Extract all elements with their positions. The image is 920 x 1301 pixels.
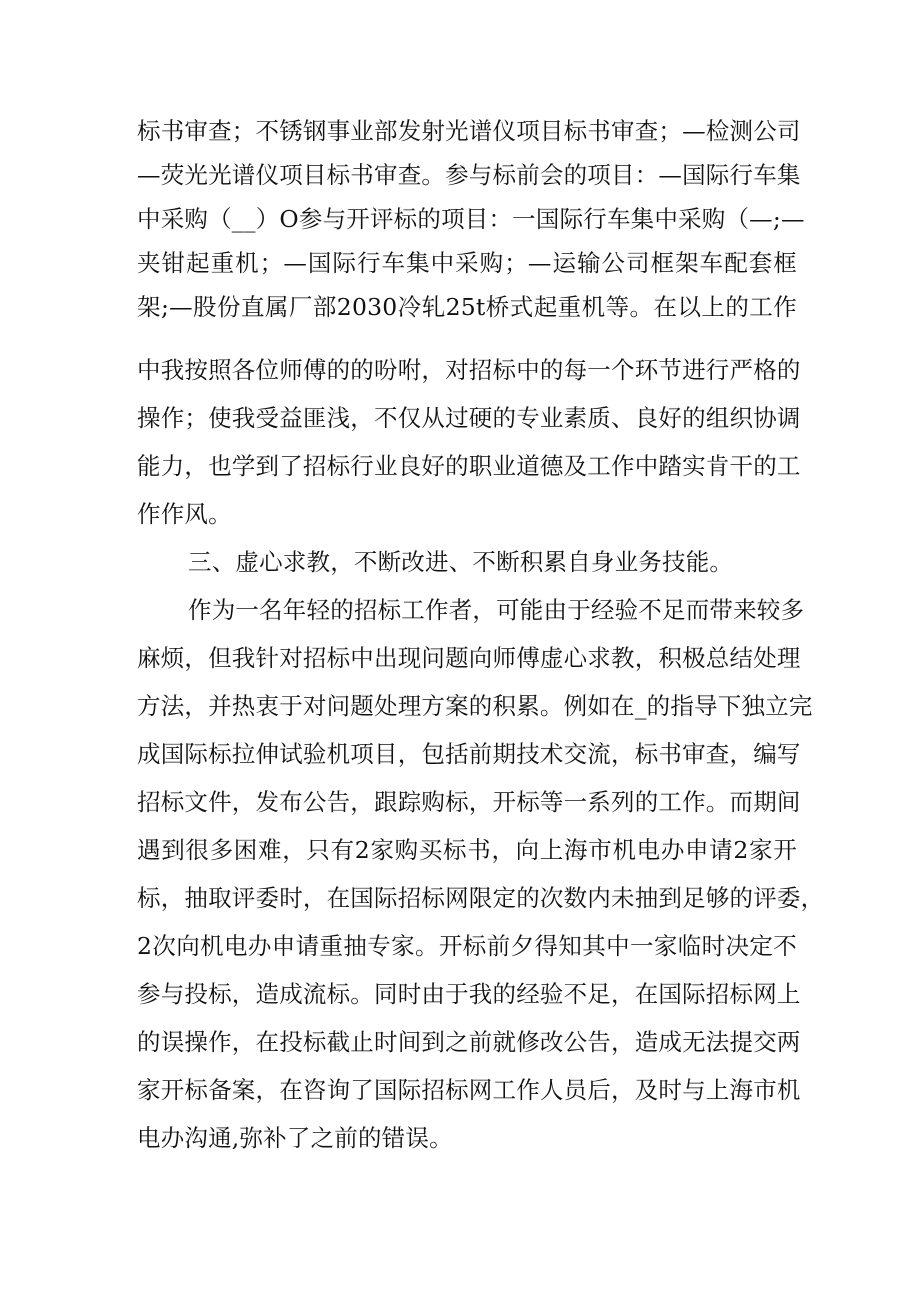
paragraph-line: 家开标备案，在咨询了国际招标网工作人员后，及时与上海市机	[137, 1076, 801, 1104]
paragraph-line: 电办沟通,弥补了之前的错误。	[137, 1124, 453, 1152]
paragraph-line: 作为一名年轻的招标工作者，可能由于经验不足而带来较多	[188, 596, 805, 624]
paragraph-line: —荧光光谱仪项目标书审查。参与标前会的项目：—国际行车集	[137, 161, 801, 189]
paragraph-line: 标书审查；不锈钢事业部发射光谱仪项目标书审查；—检测公司	[137, 117, 801, 145]
paragraph-line: 作作风。	[137, 500, 232, 528]
paragraph-line: 的误操作，在投标截止时间到之前就修改公告，造成无法提交两	[137, 1028, 801, 1056]
paragraph-line: 中我按照各位师傅的的吩咐，对招标中的每一个环节进行严格的	[137, 356, 801, 384]
paragraph-line: 2次向机电办申请重抽专家。开标前夕得知其中一家临时决定不	[137, 932, 797, 960]
paragraph-line: 架;—股份直属厂部2030冷轧25t桥式起重机等。在以上的工作	[137, 293, 797, 321]
paragraph-line: 招标文件，发布公告，跟踪购标，开标等一系列的工作。而期间	[137, 788, 801, 816]
section-heading: 三、虚心求教，不断改进、不断积累自身业务技能。	[188, 548, 734, 576]
paragraph-line: 麻烦，但我针对招标中出现问题向师傅虚心求教，积极总结处理	[137, 644, 801, 672]
paragraph-line: 标，抽取评委时，在国际招标网限定的次数内未抽到足够的评委，	[137, 884, 825, 912]
paragraph-line: 方法，并热衷于对问题处理方案的积累。例如在_的指导下独立完	[137, 692, 813, 720]
paragraph-line: 遇到很多困难，只有2家购买标书，向上海市机电办申请2家开	[137, 836, 797, 864]
paragraph-line: 中采购（__）O参与开评标的项目：一国际行车集中采购（—;—	[137, 205, 805, 233]
paragraph-line: 操作；使我受益匪浅，不仅从过硬的专业素质、良好的组织协调	[137, 404, 801, 432]
paragraph-line: 能力，也学到了招标行业良好的职业道德及工作中踏实肯干的工	[137, 452, 801, 480]
paragraph-line: 参与投标，造成流标。同时由于我的经验不足，在国际招标网上	[137, 980, 801, 1008]
paragraph-line: 夹钳起重机；—国际行车集中采购；—运输公司框架车配套框	[137, 249, 797, 277]
paragraph-line: 成国际标拉伸试验机项目，包括前期技术交流，标书审查，编写	[137, 740, 801, 768]
